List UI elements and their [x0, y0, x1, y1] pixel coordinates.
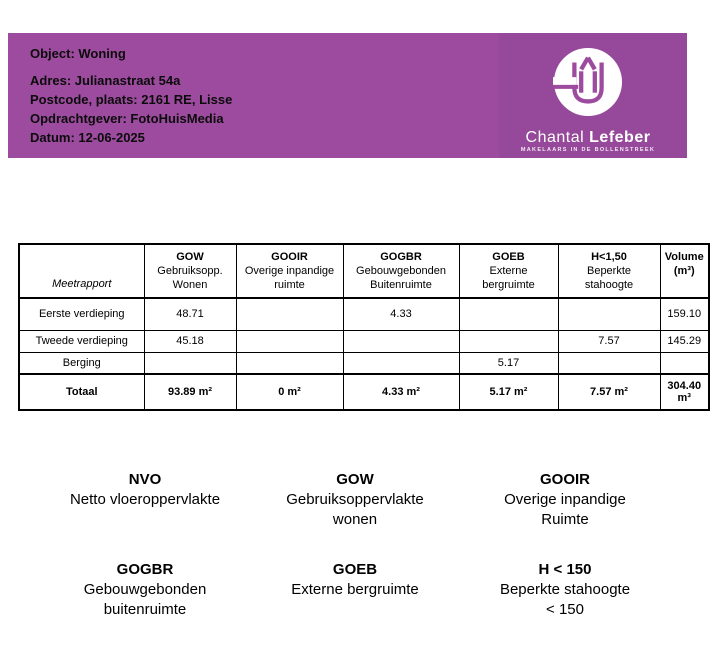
cell-gooir	[236, 330, 343, 352]
row-label: Tweede verdieping	[19, 330, 144, 352]
total-goeb: 5.17 m²	[459, 374, 558, 410]
legend-item-gow: GOW Gebruiksoppervlakte wonen	[286, 471, 424, 528]
tulip-icon	[553, 47, 623, 122]
col-header-volume: Volume (m³)	[660, 244, 709, 298]
cell-goeb: 5.17	[459, 352, 558, 374]
address-line: Adres: Julianastraat 54a	[30, 73, 181, 88]
legend-item-gooir: GOOIR Overige inpandige Ruimte	[504, 471, 626, 528]
col-header-gooir: GOOIR Overige inpandige ruimte	[236, 244, 343, 298]
cell-h150: 7.57	[558, 330, 660, 352]
table-row-berging	[19, 352, 709, 374]
cell-gow: 48.71	[144, 298, 236, 330]
table-header-row	[19, 244, 709, 298]
legend-item-h150: H < 150 Beperkte stahoogte < 150	[499, 561, 631, 618]
postcode-line: Postcode, plaats: 2161 RE, Lisse	[30, 92, 233, 107]
legend-item-goeb: GOEB Externe bergruimte	[291, 561, 419, 598]
table-row-totaal	[19, 374, 709, 410]
corner-label: Meetrapport	[19, 244, 144, 298]
object-line: Object: Woning	[30, 46, 126, 61]
brand-name	[503, 129, 673, 147]
brand-name-last: Lefeber	[589, 129, 651, 146]
client-line: Opdrachtgever: FotoHuisMedia	[30, 111, 224, 126]
total-gogbr: 4.33 m²	[343, 374, 459, 410]
legend-row-2	[40, 560, 670, 620]
cell-gow	[144, 352, 236, 374]
total-gooir: 0 m²	[236, 374, 343, 410]
brand-tagline: MAKELAARS IN DE BOLLENSTREEK	[520, 147, 656, 153]
cell-goeb	[459, 330, 558, 352]
brand-logo	[503, 33, 673, 158]
legend-row-1	[40, 470, 670, 530]
total-h150: 7.57 m²	[558, 374, 660, 410]
cell-volume: 159.10	[660, 298, 709, 330]
property-details	[30, 44, 232, 147]
cell-volume	[660, 352, 709, 374]
col-header-gogbr: GOGBR Gebouwgebonden Buitenruimte	[343, 244, 459, 298]
row-label: Eerste verdieping	[19, 298, 144, 330]
measurement-table	[18, 243, 710, 411]
legend-item-nvo: NVO Netto vloeroppervlakte	[69, 471, 221, 508]
cell-volume: 145.29	[660, 330, 709, 352]
total-gow: 93.89 m²	[144, 374, 236, 410]
property-header	[8, 33, 687, 158]
row-label: Berging	[19, 352, 144, 374]
cell-goeb	[459, 298, 558, 330]
cell-gogbr: 4.33	[343, 298, 459, 330]
table-row-tweede-verdieping	[19, 330, 709, 352]
cell-gooir	[236, 352, 343, 374]
cell-gogbr	[343, 330, 459, 352]
cell-gooir	[236, 298, 343, 330]
abbreviation-legend	[40, 470, 670, 620]
cell-gow: 45.18	[144, 330, 236, 352]
table-row-eerste-verdieping	[19, 298, 709, 330]
total-volume: 304.40 m³	[660, 374, 709, 410]
cell-h150	[558, 298, 660, 330]
cell-h150	[558, 352, 660, 374]
col-header-h150: H<1,50 Beperkte stahoogte	[558, 244, 660, 298]
total-label: Totaal	[19, 374, 144, 410]
legend-item-gogbr: GOGBR Gebouwgebonden buitenruimte	[83, 561, 207, 618]
col-header-goeb: GOEB Externe bergruimte	[459, 244, 558, 298]
date-line: Datum: 12-06-2025	[30, 130, 145, 145]
brand-name-first: Chantal	[525, 129, 585, 146]
col-header-gow: GOW Gebruiksopp. Wonen	[144, 244, 236, 298]
cell-gogbr	[343, 352, 459, 374]
